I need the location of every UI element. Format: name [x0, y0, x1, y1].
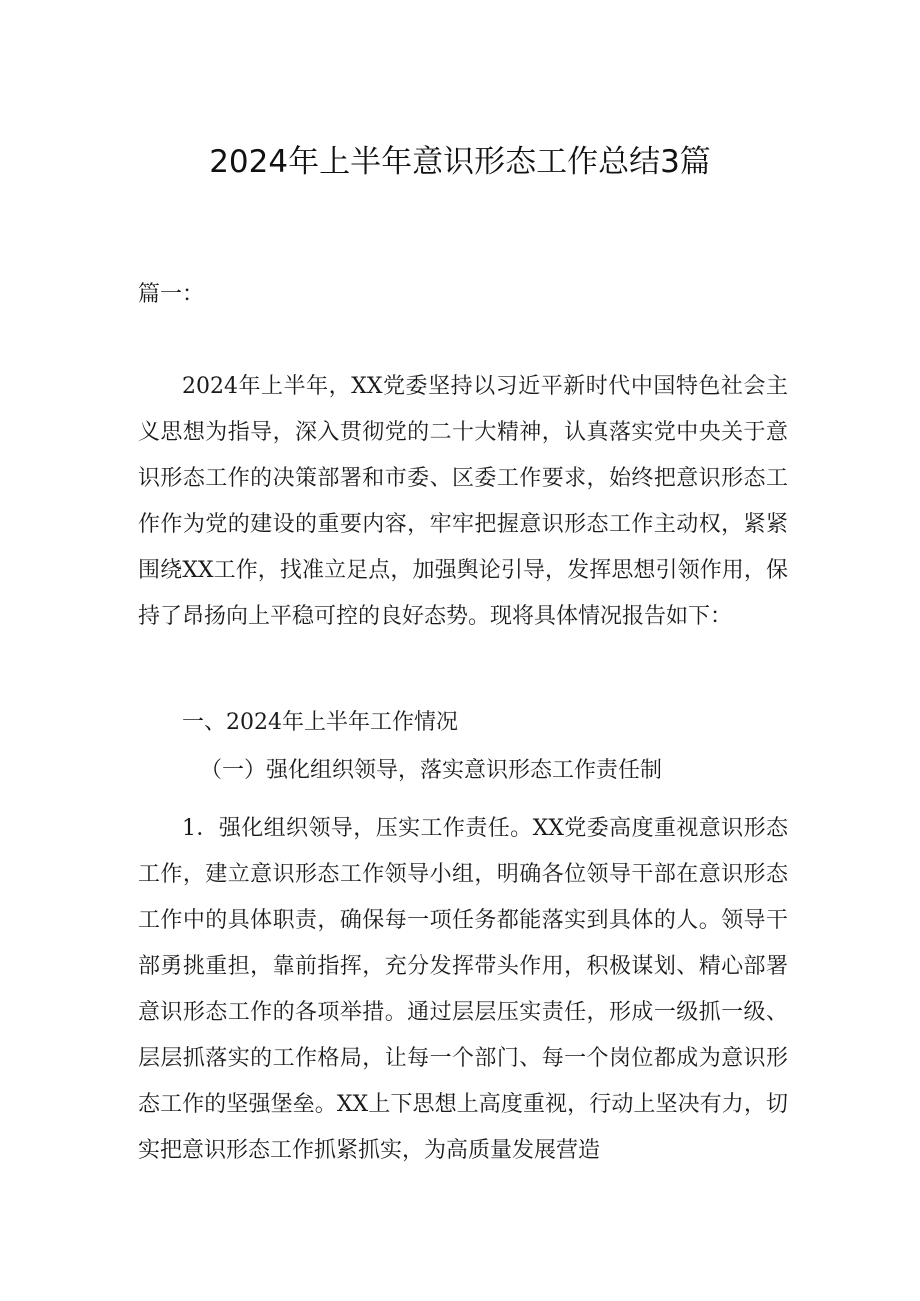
heading-level-1: 一、2024年上半年工作情况 [182, 710, 458, 735]
body-paragraph: 1．强化组织领导，压实工作责任。XX党委高度重视意识形态工作，建立意识形态工作领导小组，明确各位领导干部在意识形态工作中的具体职责，确保每一项任务都能落实到具体的人。领导干部勇挑重担，靠前指挥，充分发挥带头作用，积极谋划、精心部署意识形态工作的各项举措。通过层层压实责任，形成一级抓一级、层层抓落实的工作格局，让每一个部门、每一个岗位都成为意识形态工作的坚强堡垒。XX上下思想上高度重视，行动上坚决有力，切实把意识形态工作抓紧抓实，为高质量发展营造 [138, 816, 788, 1163]
section-label: 篇一： [138, 282, 205, 307]
heading-level-2: （一）强化组织领导，落实意识形态工作责任制 [200, 758, 663, 783]
intro-paragraph: 2024年上半年，XX党委坚持以习近平新时代中国特色社会主义思想为指导，深入贯彻党的二十大精神，认真落实党中央关于意识形态工作的决策部署和市委、区委工作要求，始终把意识形态工作作为党的建设的重要内容，牢牢把握意识形态工作主动权，紧紧围绕XX工作，找准立足点，加强舆论引导，发挥思想引领作用，保持了昂扬向上平稳可控的良好态势。现将具体情况报告如下： [138, 374, 788, 629]
document-title: 2024年上半年意识形态工作总结3篇 [209, 144, 711, 180]
